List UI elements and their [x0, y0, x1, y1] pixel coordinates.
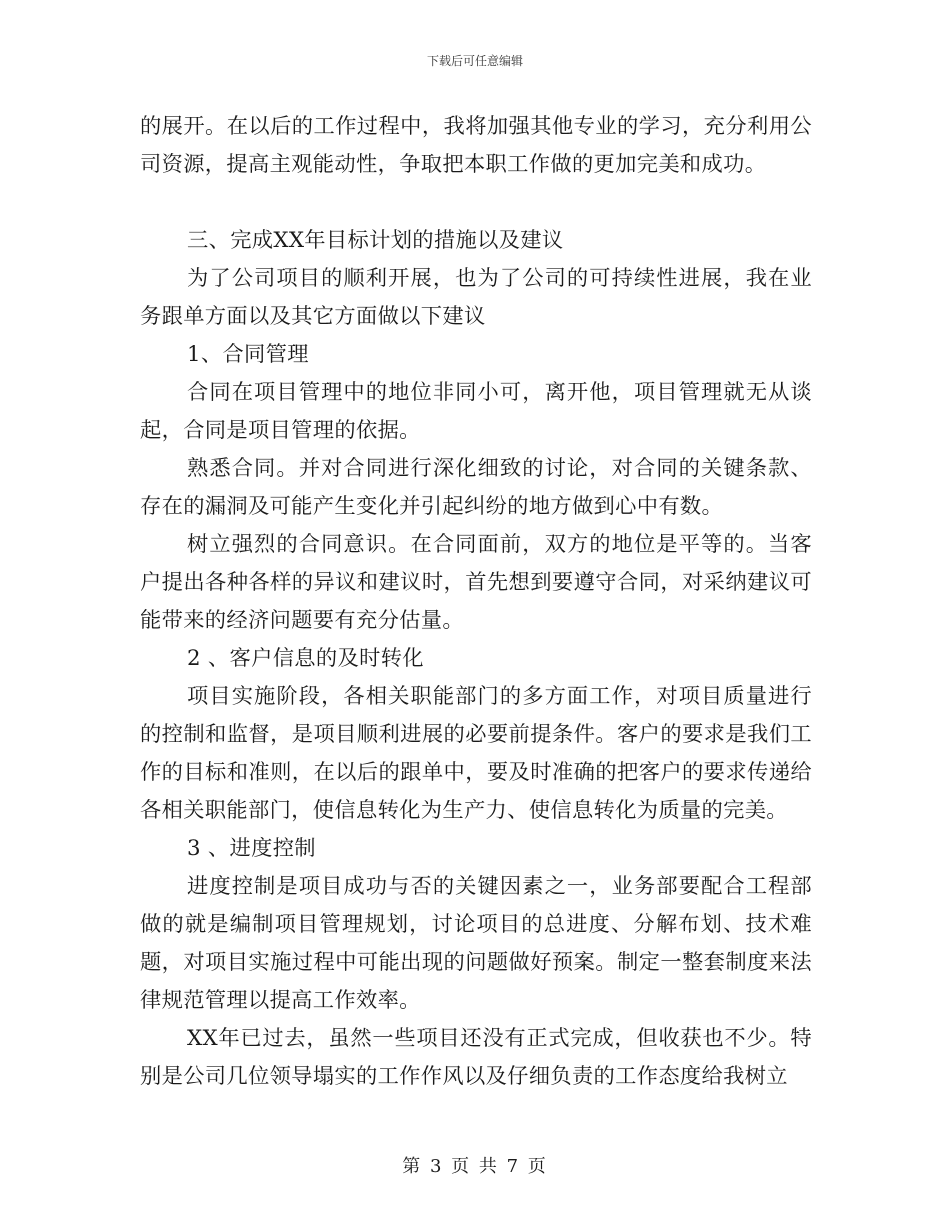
subheading-progress-control: 3 、进度控制: [187, 836, 316, 861]
subheading-contract-management: 1、合同管理: [187, 342, 309, 367]
paragraph-intro: 为了公司项目的顺利开展，也为了公司的可持续性进展，我在业务跟单方面以及其它方面做以下建议: [140, 266, 812, 329]
paragraph-customer-info: 项目实施阶段，各相关职能部门的多方面工作，对项目质量进行的控制和监督，是项目顺利进展的必要前提条件。客户的要求是我们工作的目标和准则，在以后的跟单中，要及时准确的把客户的要求传递给各相关职能部门，使信息转化为生产力、使信息转化为质量的完美。: [140, 684, 812, 823]
page-header: 下载后可任意编辑: [426, 54, 523, 68]
page-footer: 第 3 页 共 7 页: [402, 1156, 548, 1177]
paragraph-year-summary: XX年已过去，虽然一些项目还没有正式完成，但收获也不少。特别是公司几位领导塌实的工作作风以及仔细负责的工作态度给我树立: [140, 1026, 812, 1089]
paragraph-familiar-contract: 熟悉合同。并对合同进行深化细致的讨论，对合同的关键条款、存在的漏洞及可能产生变化并引起纠纷的地方做到心中有数。: [140, 456, 812, 519]
paragraph-continuation: 的展开。在以后的工作过程中，我将加强其他专业的学习，充分利用公司资源，提高主观能动性，争取把本职工作做的更加完美和成功。: [140, 114, 812, 177]
section-heading: 三、完成XX年目标计划的措施以及建议: [187, 228, 564, 253]
paragraph-contract-awareness: 树立强烈的合同意识。在合同面前，双方的地位是平等的。当客户提出各种各样的异议和建议时，首先想到要遵守合同，对采纳建议可能带来的经济问题要有充分估量。: [140, 532, 812, 633]
paragraph-progress-control: 进度控制是项目成功与否的关键因素之一，业务部要配合工程部做的就是编制项目管理规划，讨论项目的总进度、分解布划、技术难题，对项目实施过程中可能出现的问题做好预案。制定一整套制度来法律规范管理以提高工作效率。: [140, 874, 812, 1013]
document-body: [140, 108, 812, 1096]
subheading-customer-info: 2 、客户信息的及时转化: [187, 646, 424, 671]
paragraph-contract-importance: 合同在项目管理中的地位非同小可，离开他，项目管理就无从谈起，合同是项目管理的依据。: [140, 380, 812, 443]
